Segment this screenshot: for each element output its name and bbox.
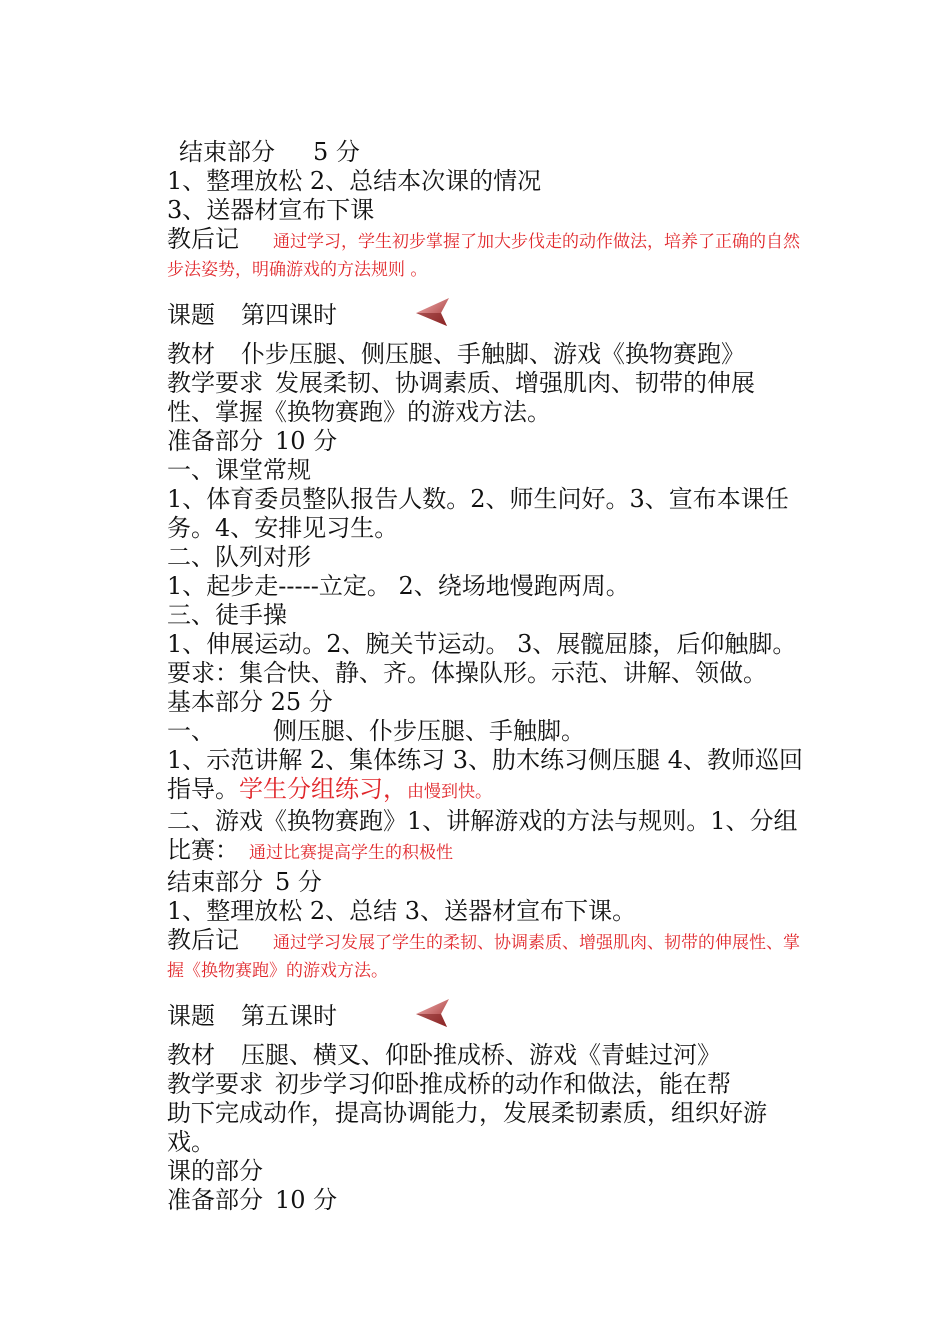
title-text: 第五课时 <box>241 1002 337 1030</box>
text-line: 助下完成动作，提高协调能力，发展柔韧素质，组织好游 <box>167 1099 767 1127</box>
end-section-heading <box>167 868 807 897</box>
red-arrow-left-icon <box>415 295 451 327</box>
requirement-text: 发展柔韧、协调素质、增强肌肉、韧带的伸展 <box>275 369 755 397</box>
material-label: 教材 <box>167 340 215 368</box>
reflection-text: 通过学习，学生初步掌握了加大步伐走的动作做法，培养了正确的自然步法姿势，明确游戏的方法规则 。 <box>167 232 800 280</box>
requirement-label: 教学要求 <box>167 1070 263 1098</box>
text-line: 性、掌握《换物赛跑》的游戏方法。 <box>167 398 551 426</box>
text-span: 指导。 <box>167 775 239 803</box>
highlight-text-small: 通过比赛提高学生的积极性 <box>249 843 453 863</box>
prep-heading <box>167 427 807 456</box>
text-line <box>167 836 807 868</box>
requirement-line <box>167 1070 807 1099</box>
text-line: 1、示范讲解 2、集体练习 3、肋木练习侧压腿 4、教师巡回 <box>167 746 803 774</box>
section-time: 5 分 <box>313 138 360 166</box>
section-title: 结束部分 <box>179 138 275 166</box>
end-section-heading <box>167 138 807 167</box>
text-line: 二、游戏《换物赛跑》1、讲解游戏的方法与规则。1、分组 <box>167 807 798 835</box>
text-span: 比赛： <box>167 836 239 864</box>
text-line: 1、伸展运动。2、腕关节运动。 3、展髋屈膝，后仰触脚。 <box>167 630 797 658</box>
section-time: 10 分 <box>275 1186 338 1214</box>
text-line: 二、队列对形 <box>167 543 311 571</box>
section-time: 10 分 <box>275 427 338 455</box>
reflection-note <box>167 225 807 284</box>
text-line <box>167 775 807 807</box>
requirement-line <box>167 369 807 398</box>
text-line <box>167 717 807 746</box>
text-line: 1、体育委员整队报告人数。2、师生问好。3、宣布本课任 <box>167 485 789 513</box>
title-text: 第四课时 <box>241 301 337 329</box>
document-page <box>167 138 807 1215</box>
text-line: 要求：集合快、静、齐。体操队形。示范、讲解、领做。 <box>167 659 767 687</box>
material-line <box>167 1041 807 1070</box>
reflection-label: 教后记 <box>167 225 239 253</box>
requirement-text: 初步学习仰卧推成桥的动作和做法，能在帮 <box>275 1070 731 1098</box>
text-line: 戏。 <box>167 1128 215 1156</box>
section-time: 5 分 <box>275 868 322 896</box>
prep-heading <box>167 1186 807 1215</box>
text-line: 3、送器材宣布下课 <box>167 196 375 224</box>
part-heading: 课的部分 <box>167 1157 263 1185</box>
item-number: 一、 <box>167 717 215 745</box>
text-line: 务。4、安排见习生。 <box>167 514 399 542</box>
title-label: 课题 <box>167 1002 215 1030</box>
text-line: 一、课堂常规 <box>167 456 311 484</box>
title-label: 课题 <box>167 301 215 329</box>
reflection-label: 教后记 <box>167 926 239 954</box>
section-title: 结束部分 <box>167 868 263 896</box>
basic-heading: 基本部分 25 分 <box>167 688 333 716</box>
material-line <box>167 340 807 369</box>
section-title: 准备部分 <box>167 427 263 455</box>
highlight-text: 学生分组练习， <box>239 775 407 803</box>
red-arrow-left-icon <box>415 996 451 1028</box>
section-title: 准备部分 <box>167 1186 263 1214</box>
reflection-note <box>167 926 807 985</box>
material-label: 教材 <box>167 1041 215 1069</box>
text-line: 三、徒手操 <box>167 601 287 629</box>
material-text: 仆步压腿、侧压腿、手触脚、游戏《换物赛跑》 <box>241 340 745 368</box>
lesson-title <box>167 301 807 330</box>
material-text: 压腿、横叉、仰卧推成桥、游戏《青蛙过河》 <box>241 1041 721 1069</box>
lesson-title <box>167 1002 807 1031</box>
requirement-label: 教学要求 <box>167 369 263 397</box>
highlight-text-small: 由慢到快。 <box>407 782 492 802</box>
reflection-text: 通过学习发展了学生的柔韧、协调素质、增强肌肉、韧带的伸展性、掌握《换物赛跑》的游戏方法。 <box>167 933 800 981</box>
item-text: 侧压腿、仆步压腿、手触脚。 <box>273 717 585 745</box>
text-line: 1、起步走-----立定。 2、绕场地慢跑两周。 <box>167 572 630 600</box>
text-line: 1、整理放松 2、总结 3、送器材宣布下课。 <box>167 897 637 925</box>
text-line: 1、整理放松 2、总结本次课的情况 <box>167 167 542 195</box>
